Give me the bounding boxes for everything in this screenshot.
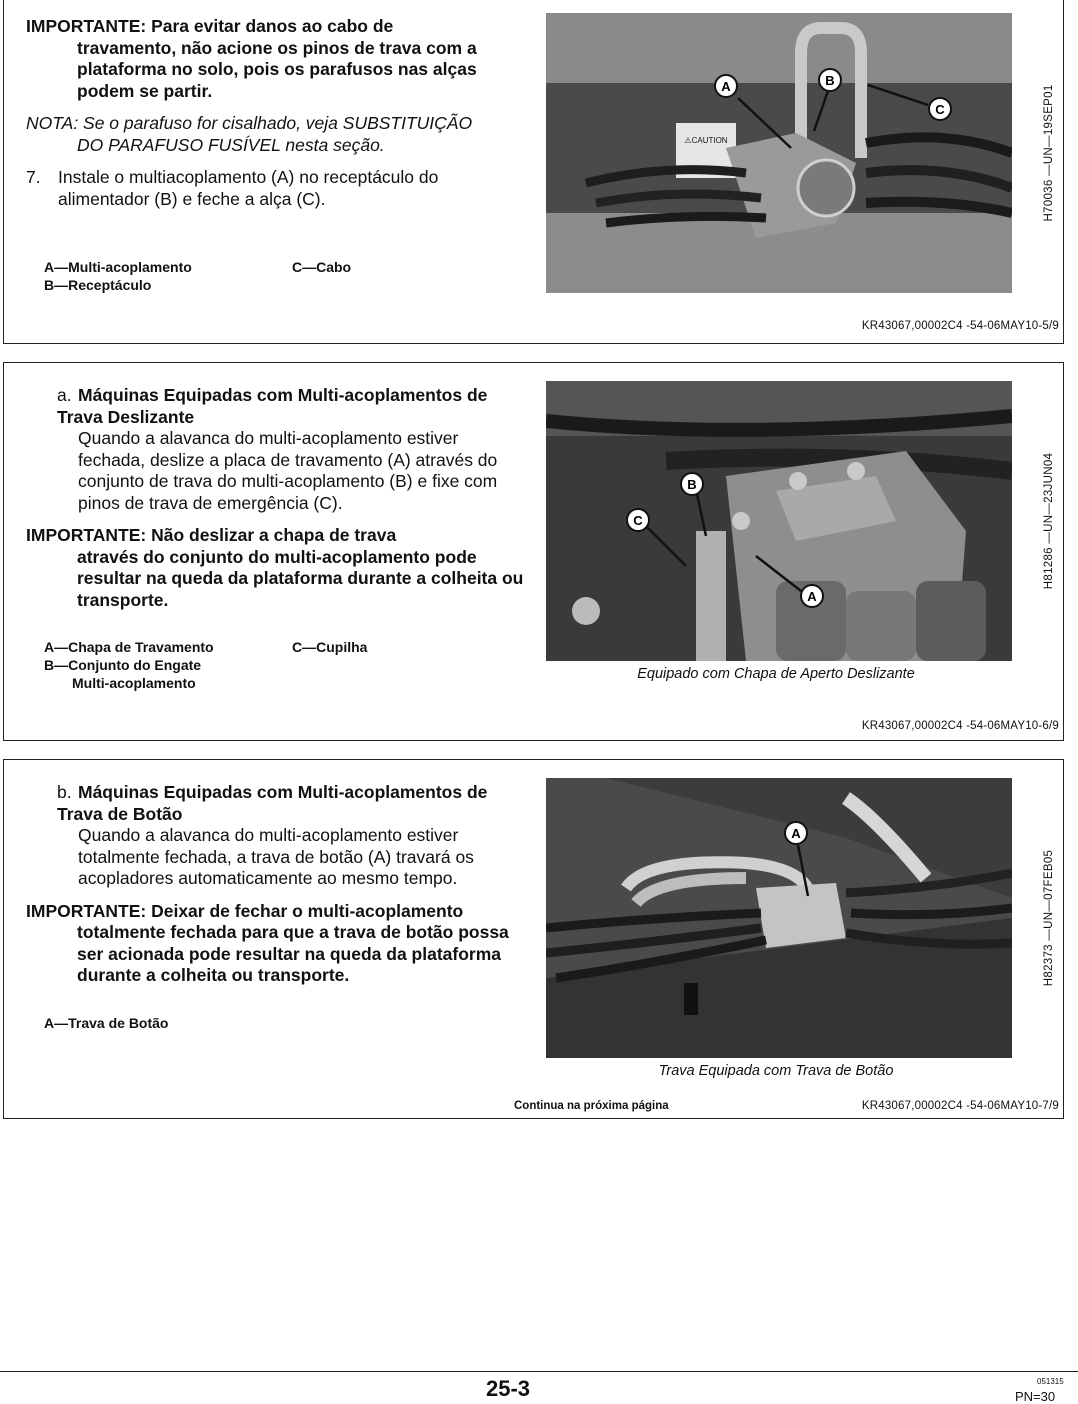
legend-a: A—Chapa de Travamento — [44, 639, 214, 655]
important-heading: IMPORTANTE: Não deslizar a chapa de trava — [26, 525, 397, 545]
substep-body: Quando a alavanca do multi-acoplamento estiver totalmente fechada, a trava de botão (A) travará os acopladores automaticamente ao mesmo tempo. — [78, 825, 474, 888]
important-notice — [26, 525, 526, 611]
callout-c — [929, 98, 951, 120]
instruction-block-2 — [3, 362, 1064, 741]
photo-button-lock — [546, 778, 1012, 1058]
substep-b — [26, 782, 526, 890]
note-heading: NOTA: Se o parafuso for cisalhado, veja SUBSTITUIÇÃO — [26, 113, 473, 133]
text-column-2 — [26, 385, 526, 611]
substep-heading: Máquinas Equipadas com Multi-acoplamentos de Trava de Botão — [57, 782, 488, 824]
reference-code: KR43067,00002C4 -54-06MAY10-7/9 — [861, 1100, 1059, 1112]
photo-caption: Equipado com Chapa de Aperto Deslizante — [637, 666, 915, 682]
photo-id-text: H81286 —UN—23JUN04 — [1043, 452, 1055, 590]
callout-a — [785, 822, 807, 844]
photo-id-2 — [1040, 381, 1058, 661]
step-text: Instale o multiacoplamento (A) no receptáculo do alimentador (B) e feche a alça (C). — [58, 167, 439, 209]
legend-1 — [44, 258, 352, 294]
svg-text:A: A — [791, 826, 801, 841]
text-column-1 — [26, 16, 526, 210]
continue-next-page: Continua na próxima página — [514, 1100, 669, 1112]
note-text: DO PARAFUSO FUSÍVEL nesta seção. — [77, 134, 385, 155]
important-heading: IMPORTANTE: Deixar de fechar o multi-acoplamento — [26, 900, 464, 921]
legend-b-cont: Multi-acoplamento — [72, 675, 196, 691]
photo-illustration — [546, 13, 1012, 293]
important-text: totalmente fechada para que a trava de botão possa ser acionada pode resultar na queda da plataforma durante a colheita ou transporte. — [77, 922, 509, 985]
pn-label: PN=30 — [1015, 1389, 1056, 1404]
important-text: através do conjunto do multi-acoplamento pode resultar na queda da plataforma durante a colheita ou transporte. — [77, 546, 524, 610]
svg-text:B: B — [687, 477, 697, 492]
instruction-block-1 — [3, 0, 1064, 344]
reference-code: KR43067,00002C4 -54-06MAY10-6/9 — [861, 720, 1059, 732]
important-notice — [26, 901, 526, 987]
photo-id-3 — [1040, 778, 1058, 1058]
note — [26, 113, 526, 156]
callout-b — [681, 473, 703, 495]
svg-text:C: C — [935, 102, 945, 117]
important-heading: IMPORTANTE: Para evitar danos ao cabo de — [26, 16, 394, 36]
legend-b: B—Conjunto do Engate — [44, 657, 202, 673]
text-column-3 — [26, 782, 526, 987]
page-code: 051315 — [1037, 1377, 1064, 1386]
important-notice — [26, 16, 526, 102]
callout-b — [819, 69, 841, 91]
callout-c — [627, 509, 649, 531]
step-number: 7. — [26, 167, 41, 187]
substep-letter: a. — [57, 385, 72, 405]
reference-code: KR43067,00002C4 -54-06MAY10-5/9 — [861, 320, 1059, 332]
legend-a: A—Multi-acoplamento — [44, 259, 192, 275]
instruction-block-3 — [3, 759, 1064, 1119]
legend-a: A—Trava de Botão — [44, 1015, 169, 1031]
legend-b: B—Receptáculo — [44, 277, 152, 293]
photo-sliding-lock — [546, 381, 1012, 661]
photo-id-text: H82373 —UN—07FEB05 — [1043, 849, 1055, 987]
svg-text:A: A — [721, 79, 731, 94]
step-7 — [26, 167, 526, 210]
callout-a — [801, 585, 823, 607]
page-number: 25-3 — [486, 1376, 531, 1401]
svg-text:B: B — [825, 73, 835, 88]
photo-id-1 — [1040, 13, 1058, 293]
legend-c: C—Cabo — [292, 259, 352, 275]
svg-text:C: C — [633, 513, 643, 528]
legend-2 — [44, 638, 368, 692]
photo-id-text: H70036 —UN—19SEP01 — [1043, 84, 1055, 222]
legend-3 — [44, 1014, 168, 1032]
photo-caption: Trava Equipada com Trava de Botão — [658, 1063, 894, 1079]
caution-sign-text: ⚠CAUTION — [684, 136, 728, 145]
legend-c: C—Cupilha — [292, 639, 368, 655]
callout-a — [715, 75, 737, 97]
photo-illustration — [546, 778, 1012, 1058]
important-text: travamento, não acione os pinos de trava com a plataforma no solo, pois os parafusos nas alças podem se partir. — [77, 37, 477, 101]
substep-heading: Máquinas Equipadas com Multi-acoplamentos de Trava Deslizante — [57, 385, 488, 427]
substep-a — [26, 385, 526, 514]
photo-multi-coupler — [546, 13, 1012, 293]
photo-illustration — [546, 381, 1012, 661]
footer-divider — [0, 1371, 1078, 1372]
svg-text:A: A — [807, 589, 817, 604]
substep-letter: b. — [57, 782, 72, 802]
substep-body: Quando a alavanca do multi-acoplamento estiver fechada, deslize a placa de travamento (A) através do conjunto de trava do multi-acoplamento (B) e fixe com pinos de trava de emergência (C). — [78, 428, 498, 513]
